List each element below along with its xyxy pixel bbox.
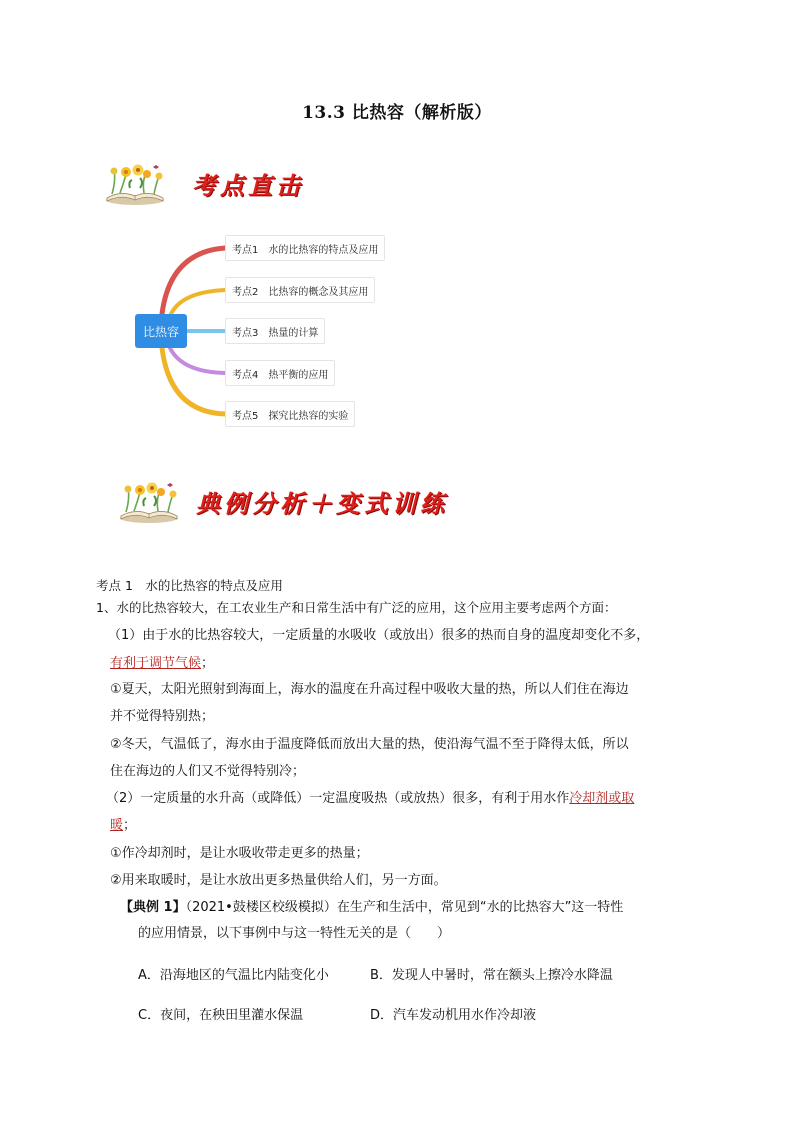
example-question-line-2: 的应用情景，以下事例中与这一特性无关的是（ ） bbox=[138, 926, 451, 941]
open-book-flowers-icon bbox=[118, 478, 180, 524]
punctuation: ； bbox=[201, 656, 215, 671]
node-number: 考点1 bbox=[232, 244, 259, 256]
mind-map-center-node: 比热容 bbox=[135, 314, 187, 348]
option-a: A．沿海地区的气温比内陆变化小 bbox=[138, 968, 329, 983]
mind-map-node-3 bbox=[225, 318, 325, 344]
paragraph-1: 1、水的比热容较大，在工农业生产和日常生活中有广泛的应用，这个应用主要考虑两个方面： bbox=[96, 600, 617, 615]
open-book-flowers-icon bbox=[104, 160, 166, 206]
paragraph-3a: ①夏天，太阳光照射到海面上，海水的温度在升高过程中吸收大量的热，所以人们住在海边 bbox=[110, 682, 629, 697]
paragraph-4b: 住在海边的人们又不觉得特别冷； bbox=[110, 764, 306, 779]
section-banner-kaodian bbox=[104, 160, 304, 206]
highlight-answer: 暖 bbox=[110, 818, 124, 833]
mind-map-node-2 bbox=[225, 277, 375, 303]
mind-map-node-4 bbox=[225, 360, 335, 386]
banner-title: 典例分析＋变式训练 bbox=[196, 488, 448, 518]
banner-title: 考点直击 bbox=[192, 170, 304, 200]
example-tag: 【典例 1】 bbox=[120, 900, 186, 915]
section-banner-dianli bbox=[118, 478, 448, 524]
option-b: B．发现人中暑时，常在额头上擦冷水降温 bbox=[370, 968, 613, 983]
node-number: 考点2 bbox=[232, 286, 259, 298]
node-number: 考点5 bbox=[232, 410, 259, 422]
paragraph-4a: ②冬天，气温低了，海水由于温度降低而放出大量的热，使沿海气温不至于降得太低，所以 bbox=[110, 737, 629, 752]
node-label: 比热容的概念及其应用 bbox=[268, 286, 369, 298]
paragraph-5a bbox=[106, 787, 634, 806]
paragraph-2: （1）由于水的比热容较大，一定质量的水吸收（或放出）很多的热而自身的温度却变化不多， bbox=[108, 628, 650, 643]
paragraph-6: ①作冷却剂时，是让水吸收带走更多的热量； bbox=[110, 846, 369, 861]
paragraph-2-cont bbox=[110, 652, 214, 671]
mind-map-node-1 bbox=[225, 235, 385, 261]
example-question-line-1 bbox=[120, 896, 623, 915]
option-c: C．夜间，在秧田里灌水保温 bbox=[138, 1008, 304, 1023]
page-title: 13.3 比热容（解析版） bbox=[302, 103, 492, 123]
paragraph-5b bbox=[110, 814, 136, 833]
node-label: 探究比热容的实验 bbox=[268, 410, 349, 422]
highlight-answer: 有利于调节气候 bbox=[110, 656, 202, 671]
example-text: （2021•鼓楼区校级模拟）在生产和生活中，常见到“水的比热容大”这一特性 bbox=[185, 900, 624, 915]
paragraph-text: （2）一定质量的水升高（或降低）一定温度吸热（或放热）很多，有利于用水作 bbox=[106, 791, 570, 806]
paragraph-7: ②用来取暖时，是让水放出更多热量供给人们，另一方面。 bbox=[110, 873, 447, 888]
mind-map bbox=[130, 230, 430, 430]
node-label: 水的比热容的特点及应用 bbox=[268, 244, 379, 256]
node-label: 热量的计算 bbox=[268, 327, 319, 339]
node-number: 考点4 bbox=[232, 369, 259, 381]
punctuation: ； bbox=[123, 818, 137, 833]
section-heading: 考点 1 水的比热容的特点及应用 bbox=[96, 578, 283, 593]
node-label: 热平衡的应用 bbox=[268, 369, 329, 381]
paragraph-3b: 并不觉得特别热； bbox=[110, 709, 215, 724]
option-d: D．汽车发动机用水作冷却液 bbox=[370, 1008, 537, 1023]
highlight-answer: 冷却剂或取 bbox=[569, 791, 635, 806]
node-number: 考点3 bbox=[232, 327, 259, 339]
mind-map-node-5 bbox=[225, 401, 355, 427]
